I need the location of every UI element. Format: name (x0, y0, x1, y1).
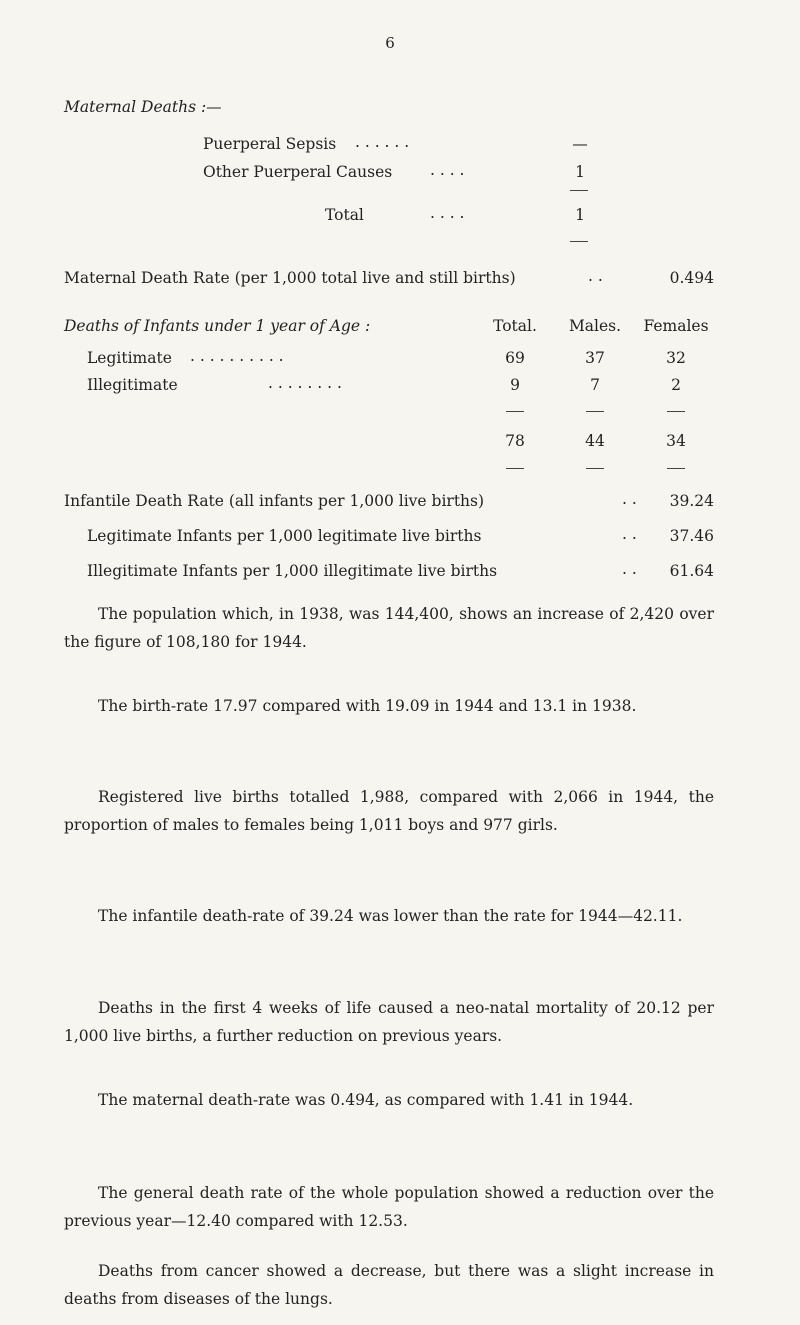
paragraph: Registered live births totalled 1,988, compared with 2,066 in 1944, the proportion of males to females being 1,011 boys and 977 girls. (64, 788, 714, 834)
column-header-females: Females (643, 317, 709, 335)
dot-leaders: . . . . . . . . (268, 374, 342, 392)
paragraph: The population which, in 1938, was 144,400, shows an increase of 2,420 over the figure of 108,180 for 1944. (64, 605, 714, 651)
sum-rule (667, 411, 685, 412)
maternal-death-rate-value: 0.494 (669, 269, 714, 287)
infant-total-cell: 44 (585, 432, 605, 450)
maternal-total-value: 1 (575, 206, 585, 224)
dot-leaders: . . . . . . (355, 133, 410, 151)
legitimate-rate-label: Legitimate Infants per 1,000 legitimate live births (87, 527, 482, 545)
infant-total-cell: 34 (666, 432, 686, 450)
infant-cell: 7 (590, 376, 600, 394)
infantile-death-rate-value: 39.24 (669, 492, 714, 510)
column-header-males: Males. (568, 317, 622, 335)
infantile-death-rate-label: Infantile Death Rate (all infants per 1,000 live births) (64, 492, 485, 510)
paragraph: Deaths in the first 4 weeks of life caused a neo-natal mortality of 20.12 per 1,000 live births, a further reduction on previous years. (64, 999, 714, 1045)
dot-leaders: . . (588, 267, 603, 285)
maternal-row-label: Puerperal Sepsis (203, 135, 337, 153)
dot-leaders: . . . . . . . . . . (190, 347, 284, 365)
dot-leaders: . . (622, 560, 637, 578)
illegitimate-rate-label: Illegitimate Infants per 1,000 illegitimate live births (87, 562, 498, 580)
paragraph: The birth-rate 17.97 compared with 19.09 in 1944 and 13.1 in 1938. (98, 697, 637, 715)
dot-leaders: . . . . (430, 204, 465, 222)
dot-leaders: . . . . (430, 161, 465, 179)
sum-rule (506, 411, 524, 412)
paragraph: Deaths from cancer showed a decrease, but there was a slight increase in deaths from diseases of the lungs. (64, 1262, 714, 1308)
sum-rule (586, 468, 604, 469)
infant-total-cell: 78 (505, 432, 525, 450)
sum-rule (506, 468, 524, 469)
maternal-row-label: Other Puerperal Causes (203, 163, 393, 181)
paragraph: The general death rate of the whole population showed a reduction over the previous year—12.40 compared with 12.53. (64, 1184, 714, 1230)
maternal-row-value: — (572, 135, 588, 153)
paragraph: The infantile death-rate of 39.24 was lower than the rate for 1944—42.11. (98, 907, 683, 925)
infant-cell: 37 (585, 349, 605, 367)
infant-deaths-heading: Deaths of Infants under 1 year of Age : (64, 317, 371, 335)
legitimate-rate-value: 37.46 (669, 527, 714, 545)
sum-rule (570, 241, 588, 242)
page-number: 6 (385, 34, 395, 52)
sum-rule (570, 190, 588, 191)
sum-rule (586, 411, 604, 412)
infant-cell: 69 (505, 349, 525, 367)
illegitimate-rate-value: 61.64 (669, 562, 714, 580)
infant-cell: 2 (671, 376, 681, 394)
sum-rule (667, 468, 685, 469)
infant-cell: 32 (666, 349, 686, 367)
column-header-total: Total. (493, 317, 537, 335)
maternal-deaths-heading: Maternal Deaths :— (64, 98, 222, 116)
maternal-total-label: Total (325, 206, 364, 224)
infant-row-label: Illegitimate (87, 376, 178, 394)
paragraph: The maternal death-rate was 0.494, as compared with 1.41 in 1944. (98, 1091, 634, 1109)
maternal-death-rate-label: Maternal Death Rate (per 1,000 total live and still births) (64, 269, 516, 287)
dot-leaders: . . (622, 490, 637, 508)
infant-row-label: Legitimate (87, 349, 172, 367)
infant-cell: 9 (510, 376, 520, 394)
maternal-row-value: 1 (575, 163, 585, 181)
dot-leaders: . . (622, 525, 637, 543)
